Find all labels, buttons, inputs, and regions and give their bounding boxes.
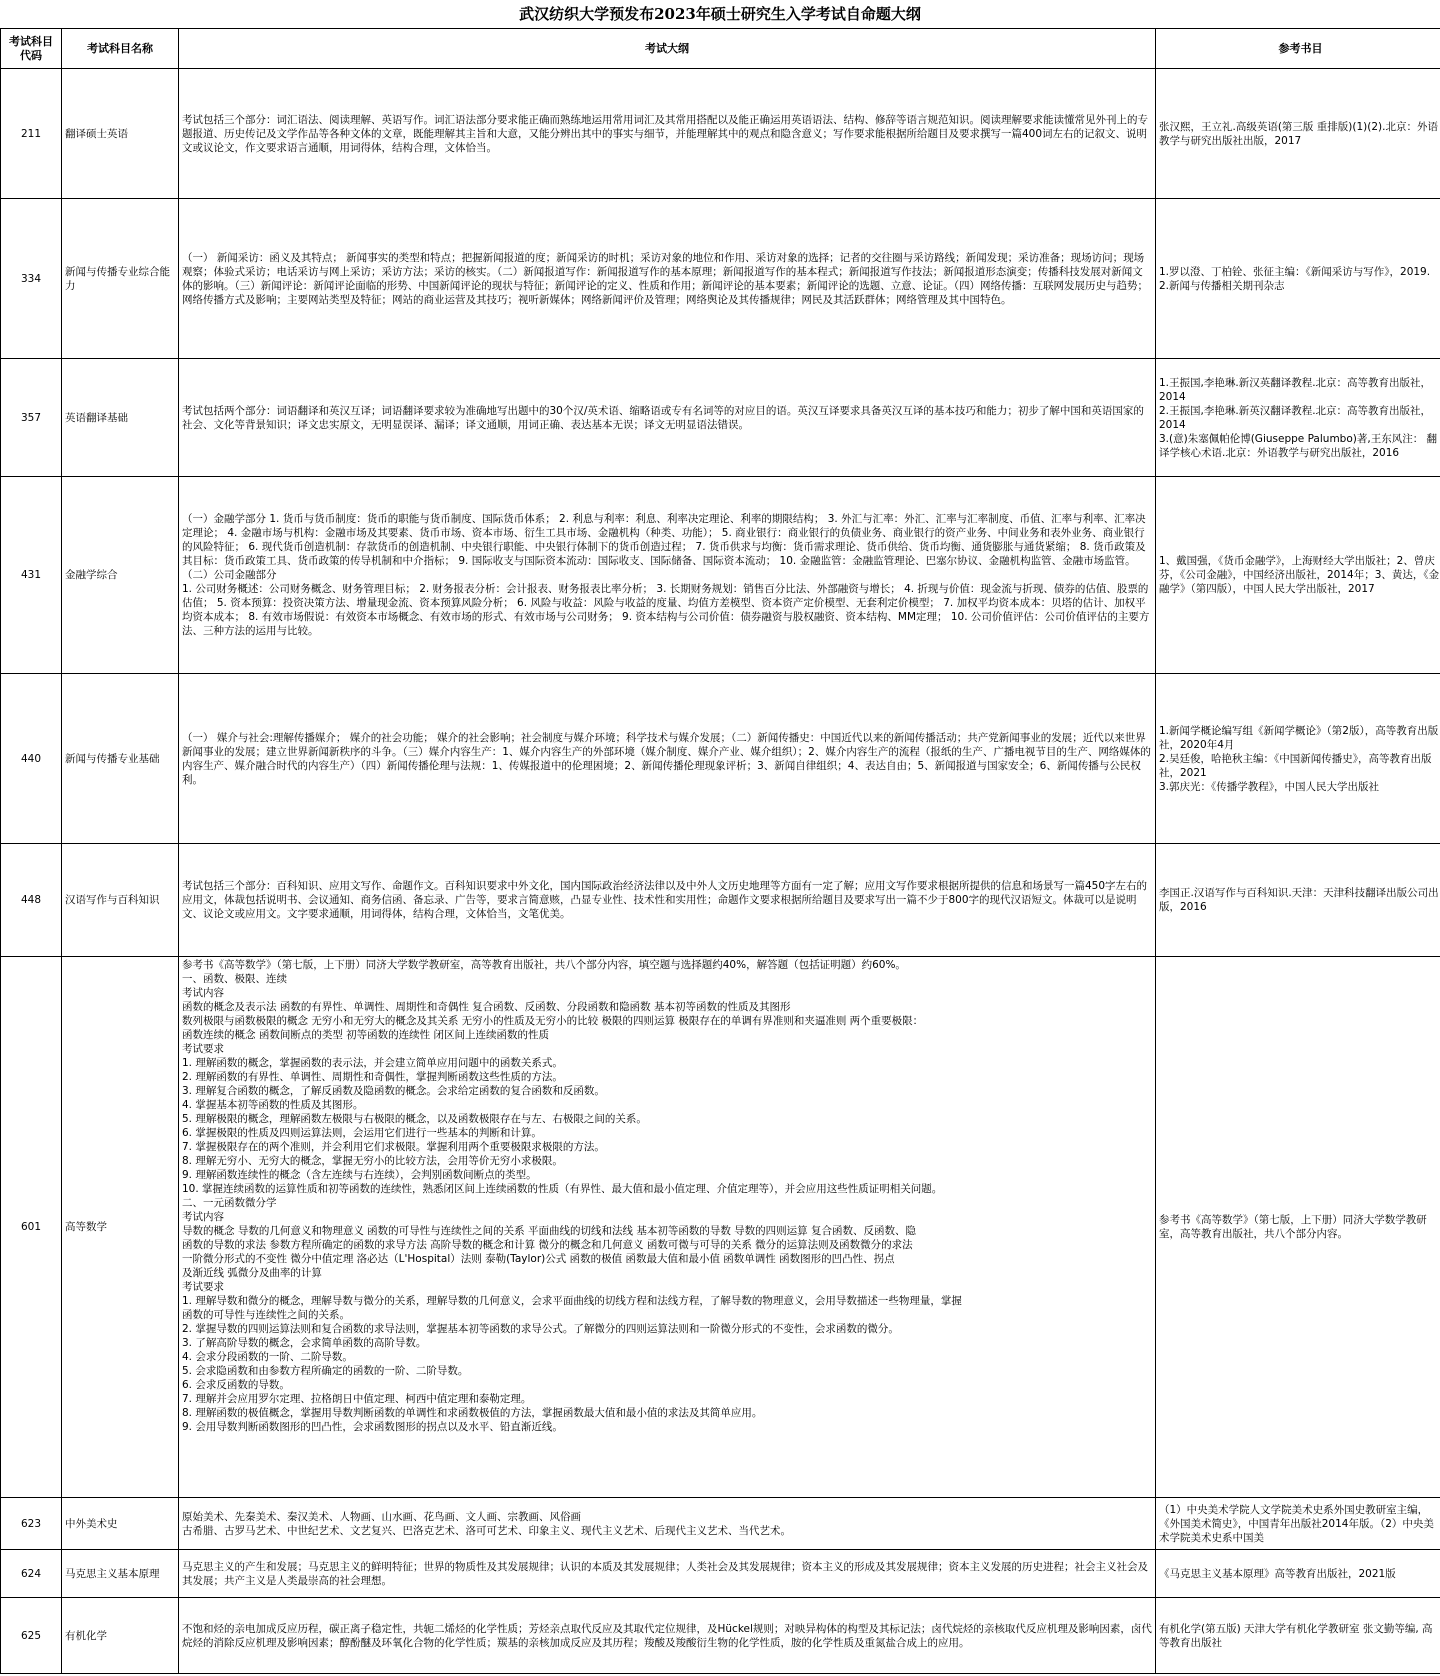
book-item: 2.王振国,李艳琳.新英汉翻译教程.北京：高等教育出版社，2014 [1159, 404, 1432, 431]
outline-line: 6. 会求反函数的导数。 [182, 1379, 290, 1391]
reference-books [1156, 359, 1440, 477]
subject-name: 有机化学 [62, 1598, 179, 1674]
outline-line: 原始美术、先秦美术、秦汉美术、人物画、山水画、花鸟画、文人画、宗教画、风俗画 [182, 1510, 581, 1523]
subject-outline [179, 477, 1156, 674]
outline-line: 考试内容 [182, 1211, 224, 1223]
header-code: 考试科目代码 [1, 29, 62, 69]
outline-line: 4. 会求分段函数的一阶、二阶导数。 [182, 1351, 353, 1363]
table-row [1, 957, 1440, 1498]
outline-line: 2. 掌握导数的四则运算法则和复合函数的求导法则，掌握基本初等函数的求导公式。了解微分的四则运算法则和一阶微分形式的不变性，会求函数的微分。 [182, 1323, 899, 1335]
subject-code: 211 [1, 69, 62, 199]
subject-outline [179, 957, 1156, 1498]
book-item: 1.新闻学概论编写组《新闻学概论》（第2版），高等教育出版社，2020年4月 [1159, 724, 1439, 751]
outline-line: 7. 理解并会应用罗尔定理、拉格朗日中值定理、柯西中值定理和泰勒定理。 [182, 1393, 532, 1405]
header-row [1, 29, 1440, 69]
subject-code: 624 [1, 1550, 62, 1598]
book-item: 3.(意)朱塞佩帕伦博(Giuseppe Palumbo)著,王东风注： 翻译学核心术语.北京：外语教学与研究出版社，2016 [1159, 432, 1438, 459]
reference-books: 《马克思主义基本原理》高等教育出版社，2021版 [1156, 1550, 1440, 1598]
reference-books: 张汉熙，王立礼.高级英语(第三版 重排版)(1)(2).北京：外语教学与研究出版社出版，2017 [1156, 69, 1440, 199]
subject-outline: 考试包括三个部分：词汇语法、阅读理解、英语写作。词汇语法部分要求能正确而熟练地运用常用词汇及其常用搭配以及能正确运用英语语法、结构、修辞等语言规范知识。阅读理解要求能读懂常见外刊上的专题报道、历史传记及文学作品等各种文体的文章，既能理解其主旨和大意，又能分辨出其中的事实与细节，并能理解其中的观点和隐含意义；写作要求能根据所给题目及要求撰写一篇400词左右的记叙文、说明文或议论文，作文要求语言通顺，用词得体，结构合理，文体恰当。 [179, 69, 1156, 199]
book-item: 1.罗以澄、丁柏铨、张征主编：《新闻采访与写作》，2019. [1159, 265, 1431, 278]
outline-line: 函数的可导性与连续性之间的关系。 [182, 1309, 350, 1321]
outline-line: 二、一元函数微分学 [182, 1197, 277, 1209]
page-title: 武汉纺织大学预发布2023年硕士研究生入学考试自命题大纲 [0, 0, 1440, 29]
outline-line: 函数的导数的求法 参数方程所确定的函数的求导方法 高阶导数的概念和计算 微分的概念和几何意义 函数可微与可导的关系 微分的运算法则及函数微分的求法 [182, 1239, 913, 1251]
subject-name: 新闻与传播专业综合能力 [62, 199, 179, 359]
outline-line: 6. 掌握极限的性质及四则运算法则，会运用它们进行一些基本的判断和计算。 [182, 1127, 542, 1139]
subject-outline: 不饱和烃的亲电加成反应历程，碳正离子稳定性，共轭二烯烃的化学性质；芳烃亲点取代反应及其取代定位规律，及Hückel规则；对映异构体的构型及其标记法；卤代烷烃的亲核取代反应机理及影响因素，卤代烷烃的消除反应机理及影响因素；醇酚醚及环氧化合物的化学性质；羰基的亲核加成反应及其历程；羧酸及羧酸衍生物的化学性质，胺的化学性质及重氮盐合成上的应用。 [179, 1598, 1156, 1674]
subject-code: 440 [1, 674, 62, 844]
reference-books: 1、戴国强，《货币金融学》，上海财经大学出版社；2、曾庆芬，《公司金融》，中国经济出版社，2014年；3、黄达，《金融学》（第四版），中国人民大学出版社，2017 [1156, 477, 1440, 674]
book-item: 2.新闻与传播相关期刊杂志 [1159, 279, 1285, 292]
subject-name: 汉语写作与百科知识 [62, 844, 179, 957]
outline-line: 10. 掌握连续函数的运算性质和初等函数的连续性，熟悉闭区间上连续函数的性质（有界性、最大值和最小值定理、介值定理等），并会应用这些性质证明相关问题。 [182, 1183, 943, 1195]
subject-code: 431 [1, 477, 62, 674]
outline-line: 8. 理解函数的极值概念，掌握用导数判断函数的单调性和求函数极值的方法，掌握函数最大值和最小值的求法及其简单应用。 [182, 1407, 763, 1419]
outline-line: 导数的概念 导数的几何意义和物理意义 函数的可导性与连续性之间的关系 平面曲线的切线和法线 基本初等函数的导数 导数的四则运算 复合函数、反函数、隐 [182, 1225, 917, 1237]
subject-code: 623 [1, 1498, 62, 1550]
subject-outline: 考试包括两个部分：词语翻译和英汉互译；词语翻译要求较为准确地写出题中的30个汉/英术语、缩略语或专有名词等的对应目的语。英汉互译要求具备英汉互译的基本技巧和能力；初步了解中国和英语国家的社会、文化等背景知识；译文忠实原文，无明显误译、漏译；译文通顺，用词正确、表达基本无误；译文无明显语法错误。 [179, 359, 1156, 477]
outline-line: 古希腊、古罗马艺术、中世纪艺术、文艺复兴、巴洛克艺术、洛可可艺术、印象主义、现代主义艺术、后现代主义艺术、当代艺术。 [182, 1524, 791, 1537]
header-books: 参考书目 [1156, 29, 1440, 69]
subject-code: 357 [1, 359, 62, 477]
outline-line: 8. 理解无穷小、无穷大的概念，掌握无穷小的比较方法，会用等价无穷小求极限。 [182, 1155, 563, 1167]
subject-outline: （一） 新闻采访：函义及其特点； 新闻事实的类型和特点；把握新闻报道的度；新闻采访的时机；采访对象的地位和作用、采访对象的选择；记者的交往圈与采访路线；新闻发现；采访准备；现场访问；现场观察；体验式采访；电话采访与网上采访；采访方法；采访的核实。（二）新闻报道写作：新闻报道写作的基本原理；新闻报道写作的基本程式；新闻报道写作技法；新闻报道形态演变；传播科技发展对新闻文体的影响。（三）新闻评论：新闻评论面临的形势、中国新闻评论的现状与特征；新闻评论的定义、性质和作用；新闻评论的基本要素；新闻评论的选题、立意、论证。（四）网络传播：互联网发展历史与趋势；网络传播方式及影响；主要网站类型及特征；网站的商业运营及其技巧；视听新媒体；网络新闻评价及管理；网络舆论及其传播规律；网民及其活跃群体；网络管理及其中国特色。 [179, 199, 1156, 359]
reference-books [1156, 199, 1440, 359]
header-name: 考试科目名称 [62, 29, 179, 69]
subject-code: 334 [1, 199, 62, 359]
outline-line: 函数连续的概念 函数间断点的类型 初等函数的连续性 闭区间上连续函数的性质 [182, 1029, 550, 1041]
table-row [1, 69, 1440, 199]
outline-line: 数列极限与函数极限的概念 无穷小和无穷大的概念及其关系 无穷小的性质及无穷小的比较 极限的四则运算 极限存在的单调有界准则和夹逼准则 两个重要极限： [182, 1015, 924, 1027]
outline-paragraph: （一）金融学部分 1. 货币与货币制度：货币的职能与货币制度、国际货币体系； 2. 利息与利率：利息、利率决定理论、利率的期限结构； 3. 外汇与汇率：外汇、汇率与汇率制度、币值、汇率与利率、汇率决定理论； 4. 金融市场与机构：金融市场及其要素、货币市场、资本市场、衍生工具市场、金融机构（种类、功能）； 5. 商业银行：商业银行的负债业务、商业银行的资产业务、中间业务和表外业务、商业银行的风险特征； 6. 现代货币创造机制：存款货币的创造机制、中央银行职能、中央银行体制下的货币创造过程； 7. 货币供求与均衡：货币需求理论、货币供给、货币均衡、通货膨胀与通货紧缩； 8. 货币政策及其目标：货币政策工具、货币政策的传导机制和中介指标； 9. 国际收支与国际资本流动：国际收支、国际储备、国际资本流动； 10. 金融监管：金融监管理论、巴塞尔协议、金融机构监管、金融市场监管。 [182, 513, 1146, 567]
subject-outline: （一） 媒介与社会:理解传播媒介； 媒介的社会功能； 媒介的社会影响；社会制度与媒介环境；科学技术与媒介发展；（二）新闻传播史：中国近代以来的新闻传播活动；共产党新闻事业的发展；近代以来世界新闻事业的发展；建立世界新闻新秩序的斗争。（三）媒介内容生产：1、媒介内容生产的外部环境（媒介制度、媒介产业、媒介组织）；2、媒介内容生产的流程（报纸的生产、广播电视节目的生产、网络媒体的内容生产、媒介融合时代的内容生产）（四）新闻传播伦理与法规：1、传媒报道中的伦理困境；2、新闻传播伦理现象评析；3、新闻自律组织；4、表达自由；5、新闻报道与国家安全；6、新闻传播与公民权利。 [179, 674, 1156, 844]
table-row [1, 674, 1440, 844]
outline-line: 4. 掌握基本初等函数的性质及其图形。 [182, 1099, 364, 1111]
outline-line: 5. 会求隐函数和由参数方程所确定的函数的一阶、二阶导数。 [182, 1365, 469, 1377]
table-row [1, 1598, 1440, 1674]
outline-line: 5. 理解极限的概念，理解函数左极限与右极限的概念，以及函数极限存在与左、右极限之间的关系。 [182, 1113, 647, 1125]
table-row [1, 359, 1440, 477]
outline-line: 参考书《高等数学》（第七版，上下册）同济大学数学教研室，高等教育出版社，共八个部分内容，填空题与选择题约40%，解答题（包括证明题）约60%。 [182, 959, 906, 971]
syllabus-table [0, 28, 1440, 1674]
subject-name: 高等数学 [62, 957, 179, 1498]
subject-code: 448 [1, 844, 62, 957]
book-item: 1.王振国,李艳琳.新汉英翻译教程.北京：高等教育出版社，2014 [1159, 376, 1432, 403]
reference-books: 参考书《高等数学》（第七版，上下册）同济大学数学教研室，高等教育出版社，共八个部分内容。 [1156, 957, 1440, 1498]
outline-line: 1. 理解函数的概念，掌握函数的表示法，并会建立简单应用问题中的函数关系式。 [182, 1057, 563, 1069]
subject-name: 中外美术史 [62, 1498, 179, 1550]
outline-paragraph: 1. 公司财务概述：公司财务概念、财务管理目标； 2. 财务报表分析：会计报表、财务报表比率分析； 3. 长期财务规划：销售百分比法、外部融资与增长； 4. 折现与价值：现金流与折现、债券的估值、股票的估值； 5. 资本预算：投资决策方法、增量现金流、资本预算风险分析； 6. 风险与收益：风险与收益的度量、均值方差模型、资本资产定价模型、无套利定价模型； 7. 加权平均资本成本：贝塔的估计、加权平均资本成本； 8. 有效市场假说：有效资本市场概念、有效市场的形式、有效市场与公司财务； 9. 资本结构与公司价值：债券融资与股权融资、资本结构、MM定理； 10. 公司价值评估：公司价值评估的主要方法、三种方法的运用与比较。 [182, 583, 1150, 637]
outline-line: 一阶微分形式的不变性 微分中值定理 洛必达（L'Hospital）法则 泰勒(Taylor)公式 函数的极值 函数最大值和最小值 函数单调性 函数图形的凹凸性、拐点 [182, 1253, 895, 1265]
subject-outline [179, 1498, 1156, 1550]
outline-line: 9. 会用导数判断函数图形的凹凸性，会求函数图形的拐点以及水平、铅直渐近线。 [182, 1421, 563, 1433]
subject-code: 625 [1, 1598, 62, 1674]
outline-line: 3. 了解高阶导数的概念，会求简单函数的高阶导数。 [182, 1337, 427, 1349]
subject-name: 翻译硕士英语 [62, 69, 179, 199]
subject-name: 英语翻译基础 [62, 359, 179, 477]
outline-line: 考试要求 [182, 1281, 224, 1293]
table-row [1, 1550, 1440, 1598]
outline-line: 1. 理解导数和微分的概念，理解导数与微分的关系，理解导数的几何意义，会求平面曲线的切线方程和法线方程，了解导数的物理意义，会用导数描述一些物理量，掌握 [182, 1295, 962, 1307]
outline-line: 3. 理解复合函数的概念，了解反函数及隐函数的概念。会求给定函数的复合函数和反函数。 [182, 1085, 605, 1097]
header-outline: 考试大纲 [179, 29, 1156, 69]
table-row [1, 1498, 1440, 1550]
outline-line: 2. 理解函数的有界性、单调性、周期性和奇偶性，掌握判断函数这些性质的方法。 [182, 1071, 563, 1083]
book-item: 3.郭庆光：《传播学教程》，中国人民大学出版社 [1159, 780, 1380, 793]
table-row [1, 477, 1440, 674]
outline-line: 9. 理解函数连续性的概念（含左连续与右连续），会判别函数间断点的类型。 [182, 1169, 537, 1181]
subject-outline: 马克思主义的产生和发展；马克思主义的鲜明特征；世界的物质性及其发展规律；认识的本质及其发展规律；人类社会及其发展规律；资本主义的形成及其发展规律；资本主义发展的历史进程；社会主义社会及其发展；共产主义是人类最崇高的社会理想。 [179, 1550, 1156, 1598]
subject-code: 601 [1, 957, 62, 1498]
table-row [1, 199, 1440, 359]
book-item: 2.吴廷俊，哈艳秋主编：《中国新闻传播史》，高等教育出版社，2021 [1159, 752, 1432, 779]
subject-name: 马克思主义基本原理 [62, 1550, 179, 1598]
reference-books: （1）中央美术学院人文学院美术史系外国史教研室主编，《外国美术简史》，中国青年出版社2014年版。（2）中央美术学院美术史系中国美 [1156, 1498, 1440, 1550]
outline-line: 及渐近线 弧微分及曲率的计算 [182, 1267, 322, 1279]
subject-name: 新闻与传播专业基础 [62, 674, 179, 844]
table-row [1, 844, 1440, 957]
reference-books [1156, 674, 1440, 844]
outline-line: 考试要求 [182, 1043, 224, 1055]
outline-line: 考试内容 [182, 987, 224, 999]
outline-line: 函数的概念及表示法 函数的有界性、单调性、周期性和奇偶性 复合函数、反函数、分段函数和隐函数 基本初等函数的性质及其图形 [182, 1001, 791, 1013]
reference-books: 李国正.汉语写作与百科知识.天津：天津科技翻译出版公司出版，2016 [1156, 844, 1440, 957]
reference-books: 有机化学(第五版) 天津大学有机化学教研室 张文勤等编, 高等教育出版社 [1156, 1598, 1440, 1674]
outline-line: 一、函数、极限、连续 [182, 973, 287, 985]
outline-paragraph: （二）公司金融部分 [182, 569, 277, 581]
outline-line: 7. 掌握极限存在的两个准则，并会利用它们求极限。掌握利用两个重要极限求极限的方法。 [182, 1141, 605, 1153]
subject-outline: 考试包括三个部分：百科知识、应用文写作、命题作文。百科知识要求中外文化，国内国际政治经济法律以及中外人文历史地理等方面有一定了解；应用文写作要求根据所提供的信息和场景写一篇450字左右的应用文，体裁包括说明书、会议通知、商务信函、备忘录、广告等，要求言简意赅，凸显专业性、技术性和实用性；命题作文要求根据所给题目及要求写出一篇不少于800字的现代汉语短文。体裁可以是说明文、议论文或应用文。文字要求通顺，用词得体，结构合理，文体恰当，文笔优美。 [179, 844, 1156, 957]
subject-name: 金融学综合 [62, 477, 179, 674]
